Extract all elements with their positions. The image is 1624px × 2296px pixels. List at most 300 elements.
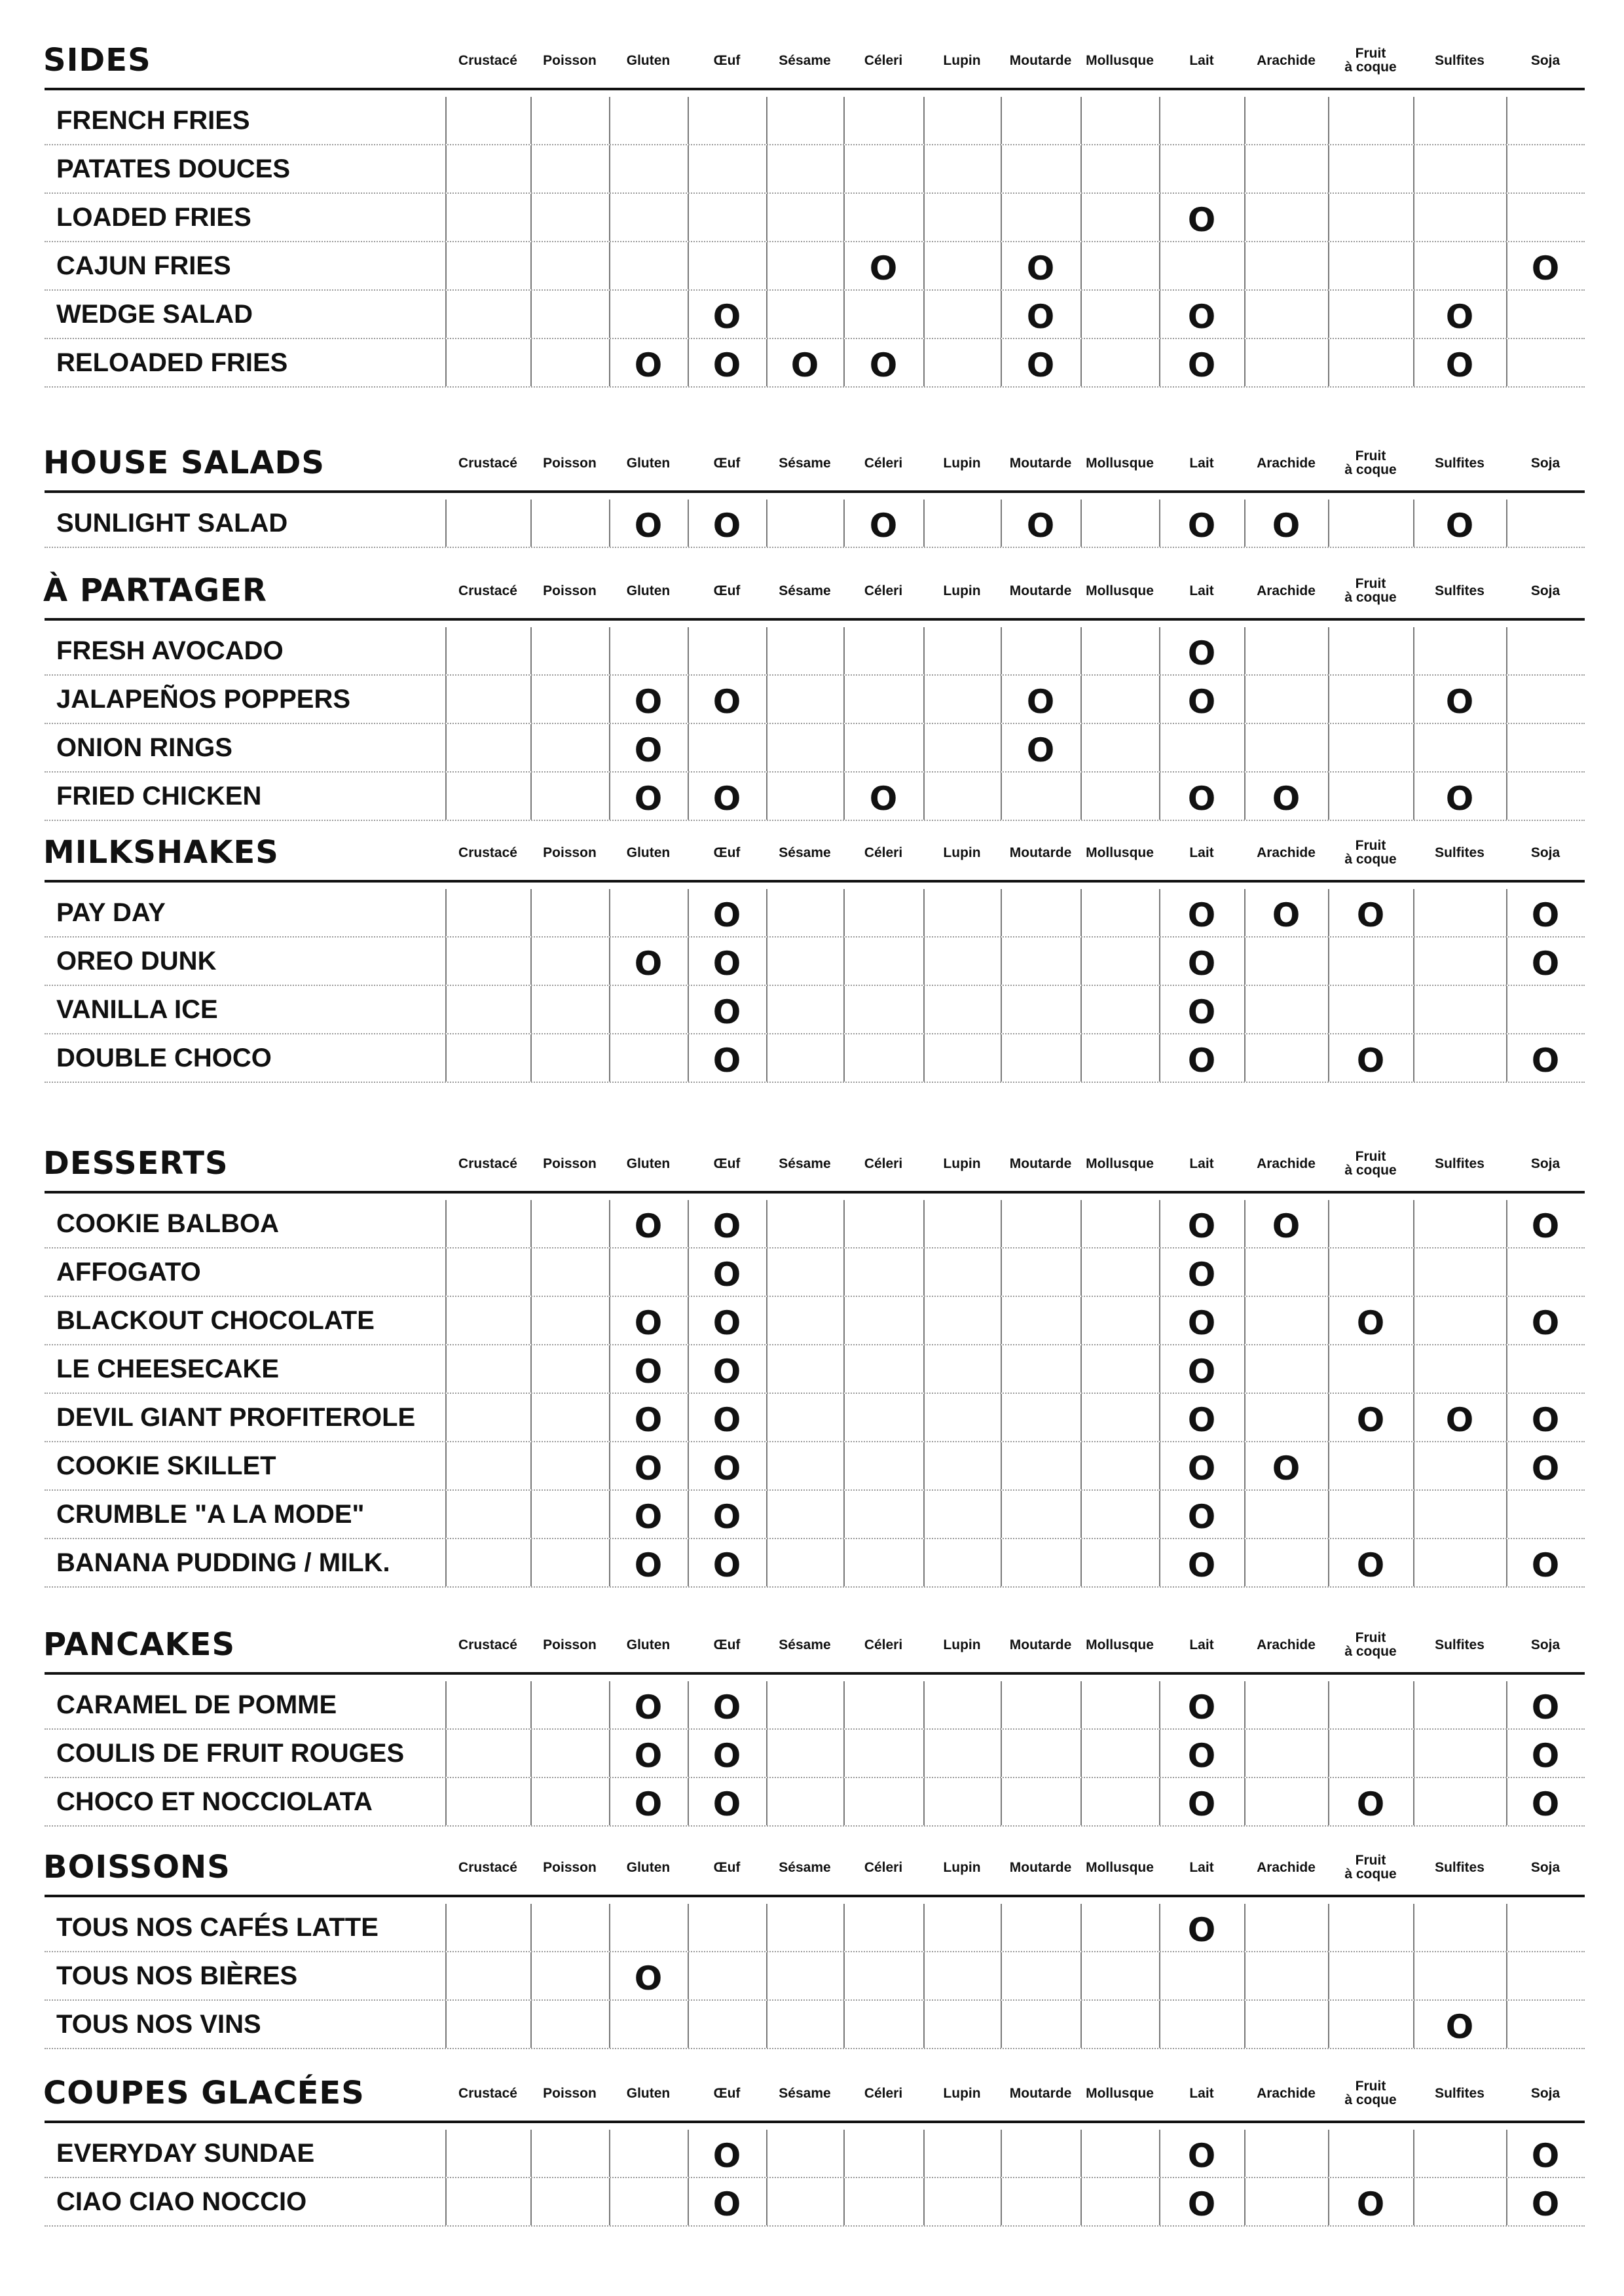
- allergen-mark-oeuf: O: [712, 1353, 741, 1391]
- column-divider: [609, 2001, 610, 2048]
- column-divider: [1328, 2130, 1329, 2177]
- allergen-mark-arachide: O: [1272, 1207, 1301, 1245]
- item-name: FRIED CHICKEN: [56, 782, 262, 811]
- column-divider: [1506, 194, 1507, 241]
- allergen-mark-sulfites: O: [1445, 507, 1474, 545]
- column-header-celeri: Céleri: [864, 845, 903, 860]
- column-divider: [1506, 1248, 1507, 1296]
- table-row: [45, 2130, 1585, 2178]
- column-divider: [923, 1730, 925, 1777]
- column-divider: [843, 145, 845, 192]
- allergen-mark-celeri: O: [869, 249, 898, 287]
- column-divider: [766, 2001, 767, 2048]
- allergen-mark-gluten: O: [634, 1207, 663, 1245]
- column-header-arachide: Arachide: [1257, 1637, 1316, 1652]
- column-divider: [688, 627, 689, 674]
- allergen-mark-soja: O: [1531, 1449, 1560, 1487]
- column-divider: [1506, 1345, 1507, 1393]
- column-divider: [1080, 889, 1082, 936]
- column-header-oeuf: Œuf: [713, 583, 741, 598]
- column-divider: [1244, 1904, 1246, 1951]
- column-divider: [1244, 97, 1246, 144]
- allergen-mark-lait: O: [1187, 1304, 1216, 1342]
- allergen-mark-oeuf: O: [712, 993, 741, 1031]
- table-row: [45, 1442, 1585, 1491]
- allergen-mark-lait: O: [1187, 298, 1216, 336]
- column-header-crustace: Crustacé: [458, 1637, 517, 1652]
- table-row: [45, 2001, 1585, 2049]
- column-divider: [688, 242, 689, 289]
- column-divider: [1001, 1248, 1002, 1296]
- allergen-mark-sulfites: O: [1445, 346, 1474, 384]
- column-divider: [1001, 986, 1002, 1033]
- column-divider: [445, 986, 447, 1033]
- allergen-mark-oeuf: O: [712, 1737, 741, 1775]
- column-divider: [1413, 1248, 1414, 1296]
- item-name: LOADED FRIES: [56, 203, 251, 232]
- table-row: [45, 627, 1585, 676]
- column-divider: [1413, 2178, 1414, 2225]
- column-divider: [1413, 724, 1414, 771]
- column-header-celeri: Céleri: [864, 1859, 903, 1875]
- column-divider: [766, 1442, 767, 1489]
- section-title: DESSERTS: [43, 1145, 229, 1182]
- column-divider: [1413, 938, 1414, 985]
- allergen-mark-oeuf: O: [712, 1449, 741, 1487]
- column-divider: [766, 1345, 767, 1393]
- allergen-mark-lait: O: [1187, 1911, 1216, 1949]
- column-divider: [1244, 1491, 1246, 1538]
- column-divider: [1506, 1904, 1507, 1951]
- column-header-oeuf: Œuf: [713, 1637, 741, 1652]
- header-rule: [45, 1672, 1585, 1675]
- column-divider: [1328, 986, 1329, 1033]
- column-divider: [923, 1778, 925, 1825]
- column-header-sesame: Sésame: [779, 455, 831, 471]
- column-divider: [766, 1248, 767, 1296]
- allergen-mark-arachide: O: [1272, 780, 1301, 818]
- column-divider: [1328, 2001, 1329, 2048]
- allergen-mark-lait: O: [1187, 1785, 1216, 1823]
- column-header-lupin: Lupin: [943, 1859, 981, 1875]
- column-divider: [445, 2130, 447, 2177]
- column-divider: [843, 1248, 845, 1296]
- column-divider: [530, 1442, 532, 1489]
- allergen-mark-soja: O: [1531, 1207, 1560, 1245]
- header-rule: [45, 2121, 1585, 2123]
- allergen-mark-oeuf: O: [712, 1688, 741, 1726]
- table-row: [45, 1034, 1585, 1083]
- allergen-mark-celeri: O: [869, 780, 898, 818]
- column-divider: [1080, 1297, 1082, 1344]
- column-divider: [1080, 291, 1082, 338]
- column-header-lait: Lait: [1189, 583, 1214, 598]
- allergen-mark-oeuf: O: [712, 896, 741, 934]
- column-header-oeuf: Œuf: [713, 455, 741, 471]
- column-divider: [766, 97, 767, 144]
- column-divider: [1080, 2178, 1082, 2225]
- column-divider: [1001, 2178, 1002, 2225]
- column-divider: [445, 1248, 447, 1296]
- item-name: AFFOGATO: [56, 1258, 201, 1286]
- table-row: [45, 1952, 1585, 2001]
- column-header-crustace: Crustacé: [458, 845, 517, 860]
- column-divider: [445, 1491, 447, 1538]
- allergen-mark-oeuf: O: [712, 945, 741, 983]
- column-divider: [530, 1730, 532, 1777]
- column-divider: [1328, 242, 1329, 289]
- column-divider: [1328, 1345, 1329, 1393]
- column-divider: [766, 627, 767, 674]
- allergen-mark-oeuf: O: [712, 298, 741, 336]
- table-row: [45, 291, 1585, 339]
- column-header-gluten: Gluten: [626, 1859, 671, 1875]
- column-header-soja: Soja: [1530, 583, 1560, 598]
- allergen-mark-fruit-a-coque: O: [1356, 1546, 1385, 1584]
- allergen-mark-lait: O: [1187, 634, 1216, 672]
- column-divider: [1244, 724, 1246, 771]
- table-row: [45, 1200, 1585, 1248]
- column-divider: [843, 1345, 845, 1393]
- allergen-mark-gluten: O: [634, 1449, 663, 1487]
- column-divider: [1328, 291, 1329, 338]
- table-row: [45, 676, 1585, 724]
- column-divider: [530, 2130, 532, 2177]
- column-header-gluten: Gluten: [626, 52, 671, 68]
- column-divider: [445, 773, 447, 820]
- column-divider: [843, 194, 845, 241]
- item-name: CHOCO ET NOCCIOLATA: [56, 1787, 373, 1816]
- column-header-sesame: Sésame: [779, 583, 831, 598]
- column-divider: [1244, 242, 1246, 289]
- allergen-mark-fruit-a-coque: O: [1356, 1304, 1385, 1342]
- section-title: PANCAKES: [43, 1626, 236, 1663]
- allergen-mark-oeuf: O: [712, 346, 741, 384]
- section-sides: [39, 39, 1585, 384]
- column-header-celeri: Céleri: [864, 2085, 903, 2101]
- column-divider: [1001, 1952, 1002, 1999]
- column-divider: [1001, 1681, 1002, 1728]
- column-divider: [1506, 724, 1507, 771]
- allergen-mark-lait: O: [1187, 1449, 1216, 1487]
- column-divider: [530, 986, 532, 1033]
- column-divider: [688, 724, 689, 771]
- column-divider: [1328, 1681, 1329, 1728]
- column-divider: [1328, 1730, 1329, 1777]
- item-rows: [45, 97, 1585, 388]
- column-divider: [445, 1034, 447, 1082]
- column-divider: [530, 627, 532, 674]
- column-header-crustace: Crustacé: [458, 1859, 517, 1875]
- header-rule: [45, 618, 1585, 621]
- table-row: [45, 889, 1585, 938]
- item-name: DEVIL GIANT PROFITEROLE: [56, 1403, 416, 1432]
- column-divider: [766, 242, 767, 289]
- column-header-lupin: Lupin: [943, 2085, 981, 2101]
- column-divider: [1328, 500, 1329, 547]
- column-divider: [1080, 773, 1082, 820]
- item-rows: [45, 500, 1585, 548]
- column-divider: [530, 1539, 532, 1586]
- column-divider: [923, 1345, 925, 1393]
- allergen-mark-gluten: O: [634, 780, 663, 818]
- column-divider: [445, 145, 447, 192]
- allergen-mark-lait: O: [1187, 780, 1216, 818]
- column-header-soja: Soja: [1530, 1637, 1560, 1652]
- allergen-mark-gluten: O: [634, 1353, 663, 1391]
- column-divider: [1080, 627, 1082, 674]
- column-divider: [530, 1248, 532, 1296]
- column-divider: [445, 1442, 447, 1489]
- column-header-sulfites: Sulfites: [1435, 2085, 1485, 2101]
- column-divider: [766, 1952, 767, 1999]
- column-divider: [530, 1345, 532, 1393]
- column-divider: [766, 1491, 767, 1538]
- allergen-mark-gluten: O: [634, 1959, 663, 1997]
- column-divider: [1506, 676, 1507, 723]
- section-coupes-glacees: [39, 2072, 1585, 2223]
- column-divider: [1080, 242, 1082, 289]
- allergen-mark-gluten: O: [634, 731, 663, 769]
- column-divider: [766, 773, 767, 820]
- column-header-crustace: Crustacé: [458, 455, 517, 471]
- item-name: LE CHEESECAKE: [56, 1355, 280, 1383]
- column-divider: [445, 1345, 447, 1393]
- column-divider: [766, 889, 767, 936]
- allergen-mark-soja: O: [1531, 1688, 1560, 1726]
- column-divider: [843, 724, 845, 771]
- column-divider: [530, 291, 532, 338]
- column-header-lait: Lait: [1189, 2085, 1214, 2101]
- header-rule: [45, 880, 1585, 883]
- column-header-soja: Soja: [1530, 52, 1560, 68]
- column-divider: [1244, 938, 1246, 985]
- allergen-mark-fruit-a-coque: O: [1356, 1401, 1385, 1439]
- column-header-moutarde: Moutarde: [1009, 455, 1072, 471]
- item-name: COOKIE SKILLET: [56, 1451, 276, 1480]
- column-divider: [1413, 627, 1414, 674]
- column-divider: [923, 1394, 925, 1441]
- column-header-gluten: Gluten: [626, 455, 671, 471]
- table-row: [45, 1904, 1585, 1952]
- allergen-mark-soja: O: [1531, 2185, 1560, 2223]
- allergen-mark-fruit-a-coque: O: [1356, 1042, 1385, 1080]
- column-header-poisson: Poisson: [543, 845, 597, 860]
- column-divider: [923, 2130, 925, 2177]
- column-divider: [843, 2001, 845, 2048]
- column-divider: [530, 938, 532, 985]
- allergen-mark-sulfites: O: [1445, 298, 1474, 336]
- allergen-mark-fruit-a-coque: O: [1356, 1785, 1385, 1823]
- section-header: [39, 2072, 1585, 2114]
- column-divider: [923, 676, 925, 723]
- table-row: [45, 1297, 1585, 1345]
- column-divider: [843, 2130, 845, 2177]
- column-divider: [923, 724, 925, 771]
- column-divider: [1080, 1034, 1082, 1082]
- column-divider: [1244, 1778, 1246, 1825]
- column-divider: [766, 1200, 767, 1247]
- allergen-mark-gluten: O: [634, 683, 663, 721]
- allergen-mark-soja: O: [1531, 2137, 1560, 2175]
- column-divider: [1328, 724, 1329, 771]
- section-house-salads: [39, 442, 1585, 545]
- allergen-mark-oeuf: O: [712, 780, 741, 818]
- column-divider: [923, 97, 925, 144]
- allergen-mark-soja: O: [1531, 1785, 1560, 1823]
- allergen-mark-gluten: O: [634, 1401, 663, 1439]
- column-divider: [923, 1491, 925, 1538]
- item-name: FRESH AVOCADO: [56, 636, 284, 665]
- section-title: SIDES: [43, 42, 151, 79]
- item-name: TOUS NOS VINS: [56, 2010, 261, 2039]
- column-divider: [766, 194, 767, 241]
- column-divider: [766, 1297, 767, 1344]
- table-row: [45, 2178, 1585, 2227]
- column-divider: [843, 291, 845, 338]
- column-header-poisson: Poisson: [543, 455, 597, 471]
- item-name: PATATES DOUCES: [56, 155, 291, 183]
- column-header-crustace: Crustacé: [458, 1156, 517, 1171]
- allergen-mark-lait: O: [1187, 2137, 1216, 2175]
- column-divider: [766, 1394, 767, 1441]
- column-divider: [530, 1904, 532, 1951]
- allergen-mark-gluten: O: [634, 507, 663, 545]
- column-divider: [530, 242, 532, 289]
- item-name: BANANA PUDDING / MILK.: [56, 1548, 390, 1577]
- column-divider: [1506, 627, 1507, 674]
- allergen-mark-oeuf: O: [712, 683, 741, 721]
- column-divider: [530, 1952, 532, 1999]
- column-divider: [923, 2001, 925, 2048]
- column-divider: [1413, 1904, 1414, 1951]
- column-divider: [1080, 1952, 1082, 1999]
- column-divider: [1080, 676, 1082, 723]
- column-header-gluten: Gluten: [626, 2085, 671, 2101]
- column-divider: [766, 1778, 767, 1825]
- table-row: [45, 1778, 1585, 1827]
- item-rows: [45, 889, 1585, 1083]
- column-divider: [609, 1248, 610, 1296]
- column-divider: [1328, 339, 1329, 386]
- allergen-mark-lait: O: [1187, 201, 1216, 239]
- column-divider: [923, 1442, 925, 1489]
- column-divider: [766, 1539, 767, 1586]
- section-header: [39, 1846, 1585, 1888]
- column-divider: [1080, 2130, 1082, 2177]
- column-divider: [688, 194, 689, 241]
- column-divider: [1080, 1200, 1082, 1247]
- column-divider: [1001, 627, 1002, 674]
- column-header-celeri: Céleri: [864, 455, 903, 471]
- allergen-mark-lait: O: [1187, 1737, 1216, 1775]
- allergen-mark-lait: O: [1187, 1353, 1216, 1391]
- column-divider: [766, 1681, 767, 1728]
- column-divider: [923, 773, 925, 820]
- column-divider: [609, 889, 610, 936]
- item-name: CARAMEL DE POMME: [56, 1690, 337, 1719]
- section-header: [39, 570, 1585, 611]
- column-divider: [1244, 676, 1246, 723]
- allergen-mark-gluten: O: [634, 945, 663, 983]
- table-row: [45, 1730, 1585, 1778]
- column-divider: [609, 194, 610, 241]
- column-header-sulfites: Sulfites: [1435, 583, 1485, 598]
- item-rows: [45, 1200, 1585, 1588]
- column-divider: [1413, 1681, 1414, 1728]
- item-rows: [45, 1681, 1585, 1827]
- column-header-lupin: Lupin: [943, 455, 981, 471]
- allergen-mark-lait: O: [1187, 1401, 1216, 1439]
- column-divider: [1328, 1442, 1329, 1489]
- section-title: À PARTAGER: [43, 572, 267, 609]
- allergen-mark-oeuf: O: [712, 1785, 741, 1823]
- column-divider: [923, 1952, 925, 1999]
- column-header-oeuf: Œuf: [713, 1859, 741, 1875]
- column-divider: [1244, 1730, 1246, 1777]
- column-divider: [1244, 1248, 1246, 1296]
- column-divider: [766, 2178, 767, 2225]
- column-divider: [1080, 500, 1082, 547]
- column-divider: [1001, 1491, 1002, 1538]
- column-divider: [445, 724, 447, 771]
- column-divider: [530, 1778, 532, 1825]
- section-title: BOISSONS: [43, 1849, 231, 1886]
- column-divider: [1328, 1904, 1329, 1951]
- column-header-sesame: Sésame: [779, 52, 831, 68]
- item-rows: [45, 1904, 1585, 2049]
- column-divider: [1001, 2130, 1002, 2177]
- column-divider: [1001, 889, 1002, 936]
- column-header-fruit-a-coque: Fruit à coque: [1344, 448, 1397, 477]
- allergen-mark-lait: O: [1187, 1688, 1216, 1726]
- column-divider: [1001, 1345, 1002, 1393]
- column-header-moutarde: Moutarde: [1009, 1156, 1072, 1171]
- allergen-mark-oeuf: O: [712, 1498, 741, 1536]
- column-divider: [1080, 724, 1082, 771]
- item-name: COULIS DE FRUIT ROUGES: [56, 1739, 405, 1768]
- allergen-mark-sulfites: O: [1445, 780, 1474, 818]
- column-header-arachide: Arachide: [1257, 1859, 1316, 1875]
- column-divider: [1159, 1952, 1160, 1999]
- column-divider: [1413, 194, 1414, 241]
- column-header-lait: Lait: [1189, 52, 1214, 68]
- column-divider: [1244, 986, 1246, 1033]
- column-divider: [766, 724, 767, 771]
- column-divider: [1506, 1952, 1507, 1999]
- section-a-partager: [39, 570, 1585, 818]
- column-header-sulfites: Sulfites: [1435, 1859, 1485, 1875]
- column-divider: [1159, 724, 1160, 771]
- column-divider: [530, 773, 532, 820]
- column-divider: [1080, 1442, 1082, 1489]
- column-divider: [445, 291, 447, 338]
- allergen-mark-gluten: O: [634, 1546, 663, 1584]
- column-divider: [843, 1904, 845, 1951]
- item-rows: [45, 627, 1585, 821]
- allergen-mark-oeuf: O: [712, 1304, 741, 1342]
- column-divider: [445, 1952, 447, 1999]
- column-divider: [445, 2001, 447, 2048]
- allergen-mark-moutarde: O: [1026, 507, 1055, 545]
- table-row: [45, 938, 1585, 986]
- allergen-mark-soja: O: [1531, 896, 1560, 934]
- allergen-mark-oeuf: O: [712, 2185, 741, 2223]
- column-divider: [1159, 2001, 1160, 2048]
- item-name: CIAO CIAO NOCCIO: [56, 2187, 307, 2216]
- column-divider: [843, 1297, 845, 1344]
- column-divider: [1413, 1442, 1414, 1489]
